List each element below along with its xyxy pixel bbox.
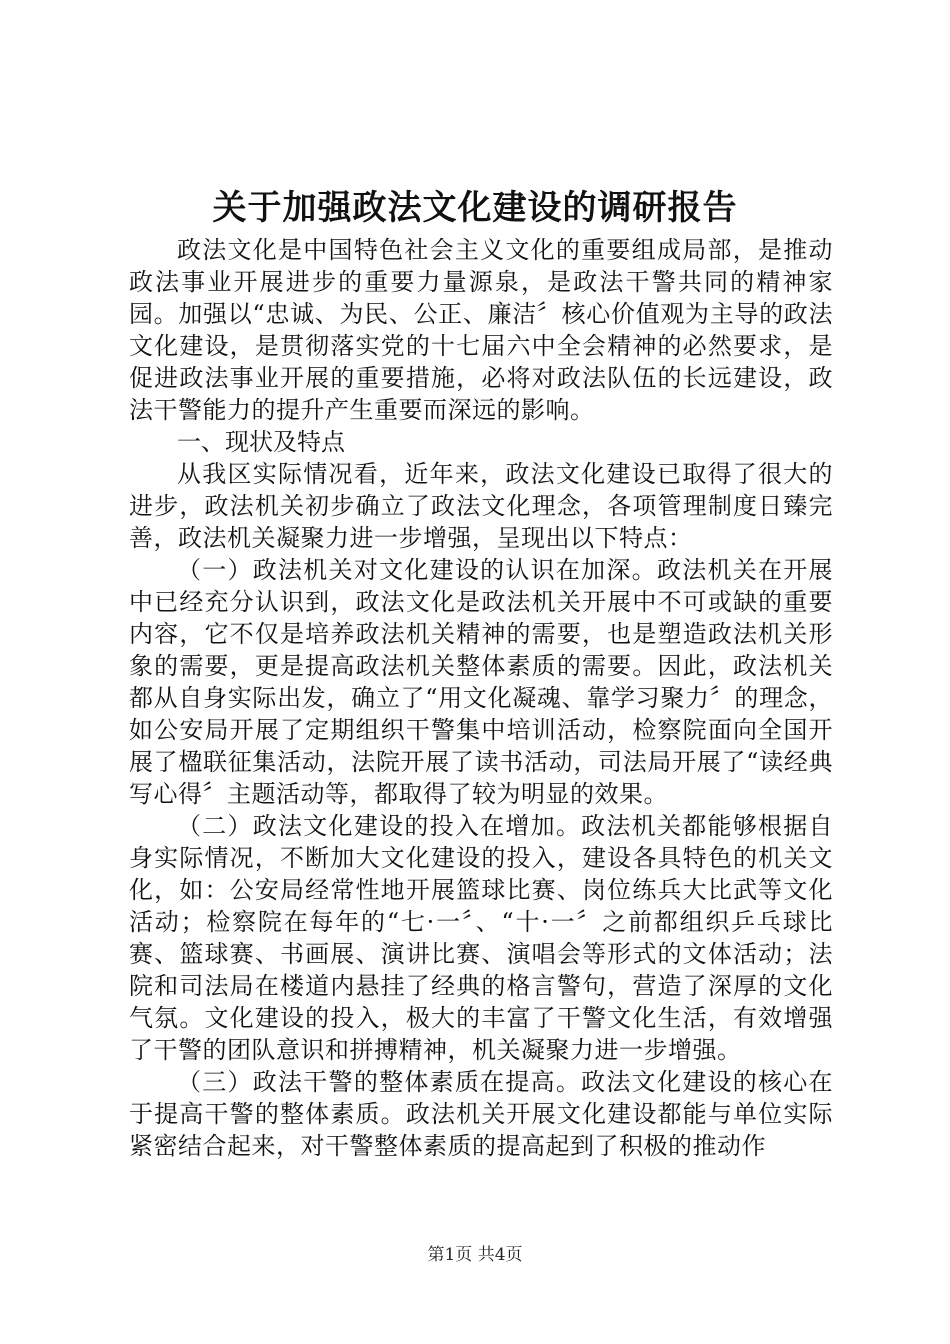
paragraph-point-2: （二）政法文化建设的投入在增加。政法机关都能够根据自身实际情况，不断加大文化建设的投入，建设各具特色的机关文化，如：公安局经常性地开展篮球比赛、岗位练兵大比武等文化活动；检察院在每年的“七·一〞、“十·一〞之前都组织乒乓球比赛、篮球赛、书画展、演讲比赛、演唱会等形式的文体活动；法院和司法局在楼道内悬挂了经典的格言警句，营造了深厚的文化气氛。文化建设的投入，极大的丰富了干警文化生活，有效增强了干警的团队意识和拼搏精神，机关凝聚力进一步增强。 bbox=[129, 812, 833, 1064]
document-body bbox=[129, 234, 833, 1162]
page-number-footer: 第1页 共4页 bbox=[427, 1245, 523, 1265]
document-title: 关于加强政法文化建设的调研报告 bbox=[212, 188, 738, 228]
paragraph-overview: 从我区实际情况看，近年来，政法文化建设已取得了很大的进步，政法机关初步确立了政法文化理念，各项管理制度日臻完善，政法机关凝聚力进一步增强，呈现出以下特点： bbox=[129, 460, 833, 552]
paragraph-point-1: （一）政法机关对文化建设的认识在加深。政法机关在开展中已经充分认识到，政法文化是政法机关开展中不可或缺的重要内容，它不仅是培养政法机关精神的需要，也是塑造政法机关形象的需要，更是提高政法机关整体素质的需要。因此，政法机关都从自身实际出发，确立了“用文化凝魂、靠学习聚力〞的理念，如公安局开展了定期组织干警集中培训活动，检察院面向全国开展了楹联征集活动，法院开展了读书活动，司法局开展了“读经典写心得〞主题活动等，都取得了较为明显的效果。 bbox=[129, 556, 833, 808]
section-heading-status: 一、现状及特点 bbox=[177, 428, 345, 456]
paragraph-intro: 政法文化是中国特色社会主义文化的重要组成局部，是推动政法事业开展进步的重要力量源泉，是政法干警共同的精神家园。加强以“忠诚、为民、公正、廉洁〞核心价值观为主导的政法文化建设，是贯彻落实党的十七届六中全会精神的必然要求，是促进政法事业开展的重要措施，必将对政法队伍的长远建设，政法干警能力的提升产生重要而深远的影响。 bbox=[129, 236, 833, 424]
paragraph-point-3: （三）政法干警的整体素质在提高。政法文化建设的核心在于提高干警的整体素质。政法机关开展文化建设都能与单位实际紧密结合起来，对干警整体素质的提高起到了积极的推动作 bbox=[129, 1068, 833, 1160]
